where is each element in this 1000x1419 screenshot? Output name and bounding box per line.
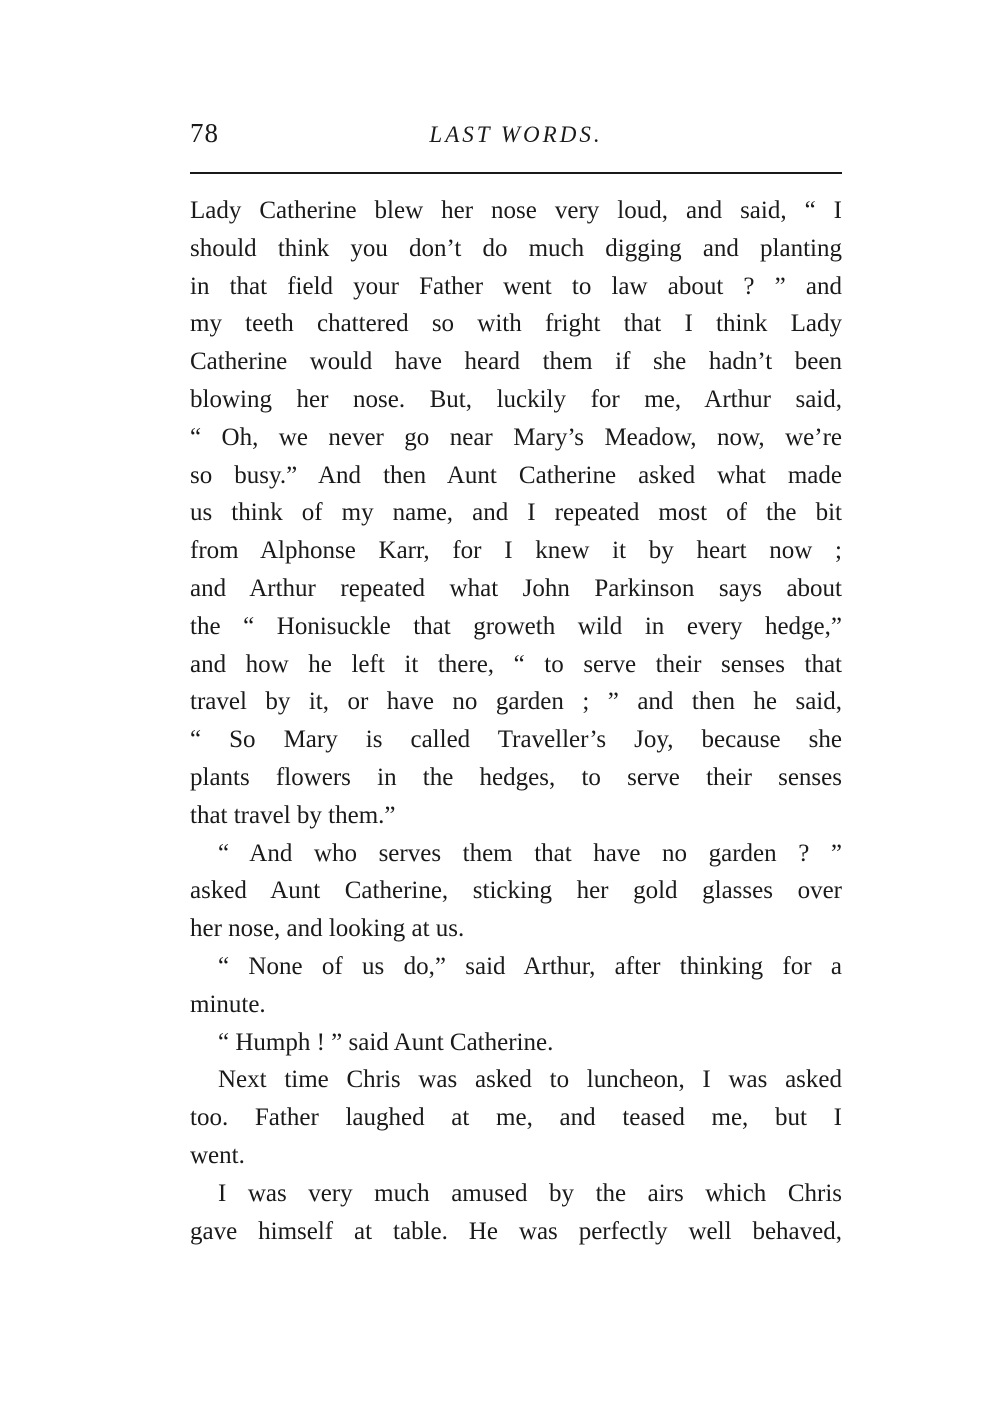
text-line: her nose, and looking at us. [190, 915, 465, 943]
text-line: my teeth chattered so with fright that I think Lady [190, 310, 842, 338]
page-header [190, 118, 842, 162]
text-line: the “ Honisuckle that groweth wild in every hedge,” [190, 612, 842, 640]
text-line: I was very much amused by the airs which Chris [218, 1179, 842, 1207]
text-line: Next time Chris was asked to luncheon, I was asked [218, 1066, 842, 1094]
text-line: travel by it, or have no garden ; ” and then he said, [190, 688, 842, 716]
header-rule [190, 172, 842, 174]
text-line: in that field your Father went to law about ? ” and [190, 272, 842, 300]
text-line: Lady Catherine blew her nose very loud, and said, “ I [190, 197, 842, 224]
running-title: LAST WORDS. [429, 122, 603, 147]
body-text [190, 192, 842, 1250]
text-line: “ Humph ! ” said Aunt Catherine. [218, 1028, 554, 1056]
text-line: gave himself at table. He was perfectly well behaved, [190, 1217, 842, 1245]
text-line: “ Oh, we never go near Mary’s Meadow, now, we’re [190, 423, 842, 451]
text-line: asked Aunt Catherine, sticking her gold glasses over [190, 877, 842, 905]
text-line: “ None of us do,” said Arthur, after thinking for a [218, 952, 842, 980]
text-line: us think of my name, and I repeated most of the bit [190, 499, 842, 527]
text-line: too. Father laughed at me, and teased me, but I [190, 1104, 842, 1132]
text-line: that travel by them.” [190, 801, 396, 829]
page-number: 78 [190, 118, 219, 148]
text-line: so busy.” And then Aunt Catherine asked what made [190, 461, 842, 489]
text-line: and Arthur repeated what John Parkinson says about [190, 574, 842, 602]
text-line: should think you don’t do much digging and planting [190, 234, 842, 262]
text-line: and how he left it there, “ to serve their senses that [190, 650, 842, 678]
text-line: Catherine would have heard them if she hadn’t been [190, 348, 842, 376]
text-line: minute. [190, 990, 266, 1018]
text-line: plants flowers in the hedges, to serve their senses [190, 763, 842, 791]
text-line: blowing her nose. But, luckily for me, Arthur said, [190, 385, 842, 413]
text-line: “ So Mary is called Traveller’s Joy, because she [190, 726, 842, 754]
text-line: “ And who serves them that have no garden ? ” [218, 839, 842, 867]
text-line: from Alphonse Karr, for I knew it by heart now ; [190, 537, 842, 565]
text-line: went. [190, 1141, 245, 1169]
